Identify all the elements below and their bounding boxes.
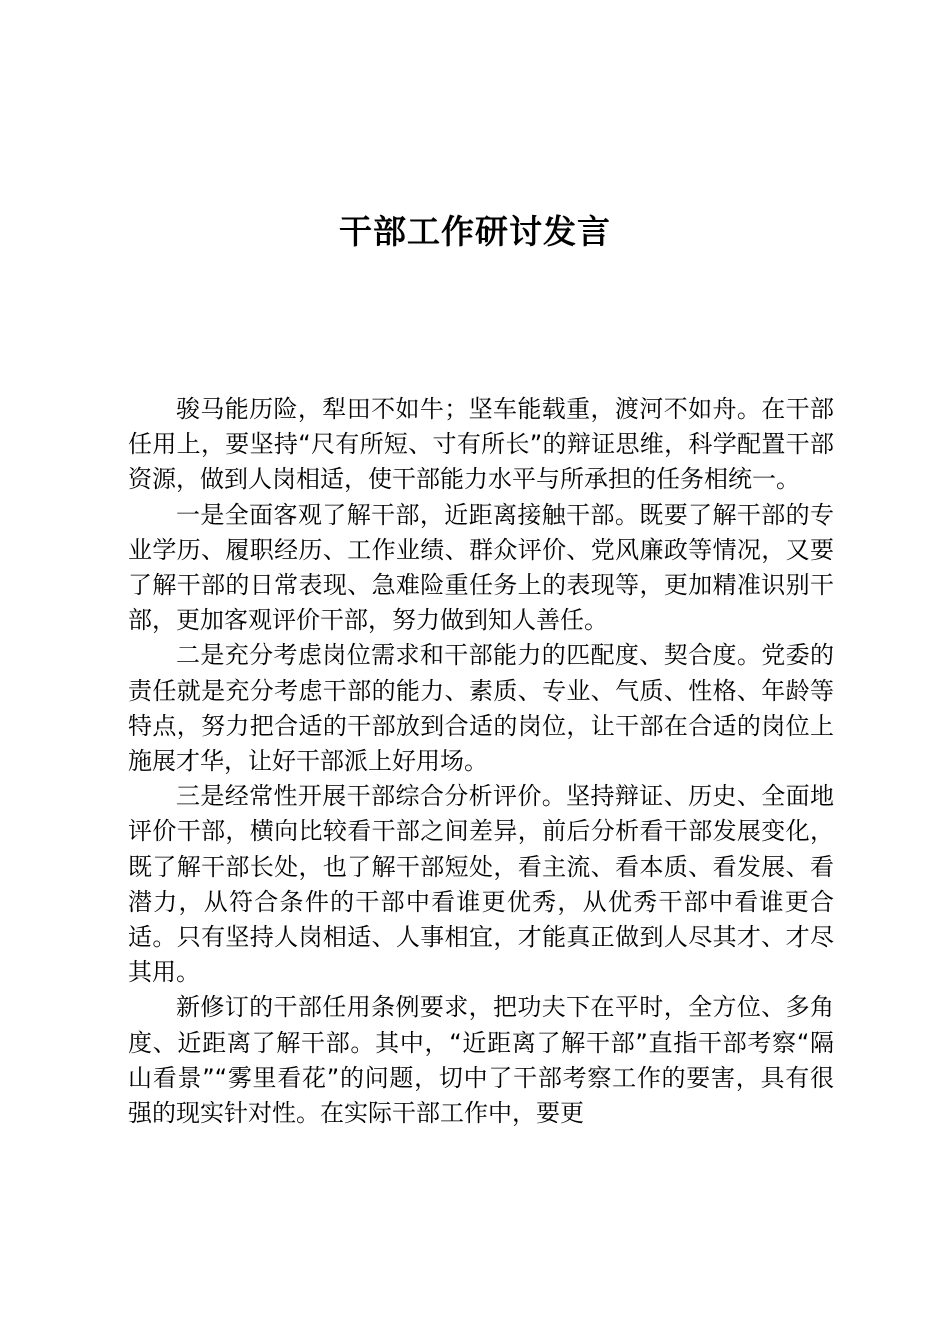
paragraph-point-one: 一是全面客观了解干部，近距离接触干部。既要了解干部的专业学历、履职经历、工作业绩、群众评价、党风廉政等情况，又要了解干部的日常表现、急难险重任务上的表现等，更加精准识别干部，更加客观评价干部，努力做到知人善任。 [128,500,834,635]
paragraph-point-three: 三是经常性开展干部综合分析评价。坚持辩证、历史、全面地评价干部，横向比较看干部之间差异，前后分析看干部发展变化，既了解干部长处，也了解干部短处，看主流、看本质、看发展、看潜力，从符合条件的干部中看谁更优秀，从优秀干部中看谁更合适。只有坚持人岗相适、人事相宜，才能真正做到人尽其才、才尽其用。 [128,782,834,987]
document-title: 干部工作研讨发言 [339,212,611,251]
paragraph-regulation: 新修订的干部任用条例要求，把功夫下在平时，全方位、多角度、近距离了解干部。其中，“近距离了解干部”直指干部考察“隔山看景”“雾里看花”的问题，切中了干部考察工作的要害，具有很强的现实针对性。在实际干部工作中，要更 [128,993,834,1128]
paragraph-intro: 骏马能历险，犁田不如牛；坚车能载重，渡河不如舟。在干部任用上，要坚持“尺有所短、寸有所长”的辩证思维，科学配置干部资源，做到人岗相适，使干部能力水平与所承担的任务相统一。 [128,395,834,494]
document-body [128,392,834,1131]
paragraph-point-two: 二是充分考虑岗位需求和干部能力的匹配度、契合度。党委的责任就是充分考虑干部的能力、素质、专业、气质、性格、年龄等特点，努力把合适的干部放到合适的岗位，让干部在合适的岗位上施展才华，让好干部派上好用场。 [128,641,834,776]
